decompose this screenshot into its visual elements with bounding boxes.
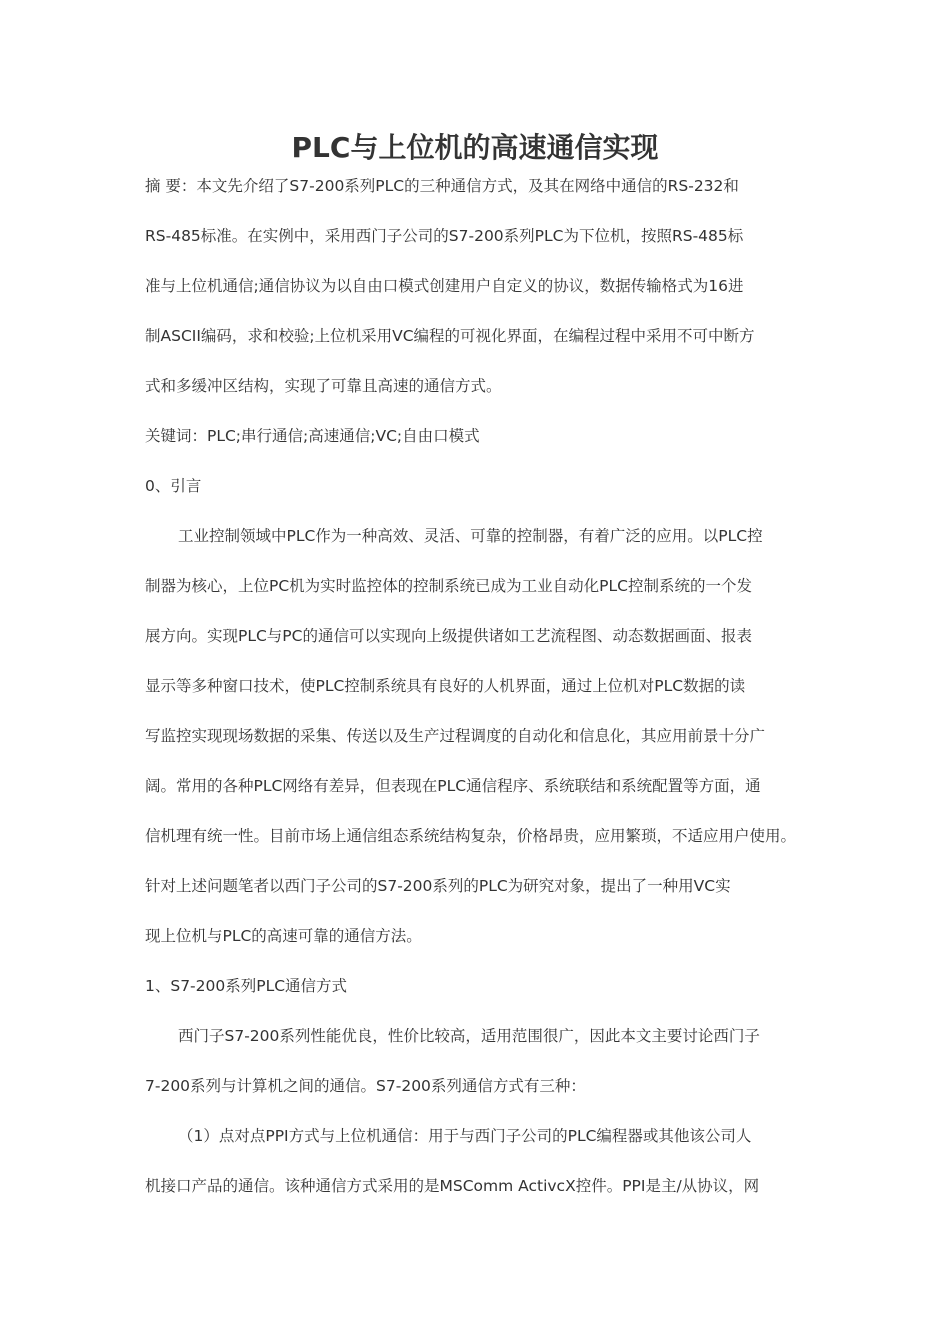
abstract-line-5: 式和多缓冲区结构，实现了可靠且高速的通信方式。 [145,377,502,395]
comm-paragraph-line-1: 西门子S7-200系列性能优良，性价比较高，适用范围很广，因此本文主要讨论西门子 [178,1027,760,1045]
document-title: PLC与上位机的高速通信实现 [291,131,659,164]
intro-paragraph-line-7: 信机理有统一性。目前市场上通信组态系统结构复杂，价格昂贵，应用繁琐，不适应用户使用。 [145,827,797,845]
abstract-line-4: 制ASCII编码，求和校验;上位机采用VC编程的可视化界面，在编程过程中采用不可中断方 [145,327,755,345]
abstract-line-3: 准与上位机通信;通信协议为以自由口模式创建用户自定义的协议，数据传输格式为16进 [145,277,744,295]
abstract-line-2: RS-485标准。在实例中，采用西门子公司的S7-200系列PLC为下位机，按照RS-485标 [145,227,744,245]
keywords-line: 关键词：PLC;串行通信;高速通信;VC;自由口模式 [145,427,480,445]
intro-paragraph-line-3: 展方向。实现PLC与PC的通信可以实现向上级提供诸如工艺流程图、动态数据画面、报表 [145,627,752,645]
intro-paragraph-line-9: 现上位机与PLC的高速可靠的通信方法。 [145,927,422,945]
intro-paragraph-line-4: 显示等多种窗口技术，使PLC控制系统具有良好的人机界面，通过上位机对PLC数据的读 [145,677,746,695]
intro-paragraph-line-5: 写监控实现现场数据的采集、传送以及生产过程调度的自动化和信息化，其应用前景十分广 [145,727,766,745]
ppi-paragraph-line-2: 机接口产品的通信。该种通信方式采用的是MSComm ActivcX控件。PPI是主/从协议，网 [145,1177,760,1195]
section-heading-introduction: 0、引言 [145,477,202,495]
abstract-line-1: 摘 要：本文先介绍了S7-200系列PLC的三种通信方式，及其在网络中通信的RS-232和 [145,177,739,195]
intro-paragraph-line-6: 阔。常用的各种PLC网络有差异，但表现在PLC通信程序、系统联结和系统配置等方面，通 [145,777,761,795]
intro-paragraph-line-2: 制器为核心，上位PC机为实时监控体的控制系统已成为工业自动化PLC控制系统的一个发 [145,577,752,595]
comm-paragraph-line-2: 7-200系列与计算机之间的通信。S7-200系列通信方式有三种： [145,1077,586,1095]
intro-paragraph-line-1: 工业控制领域中PLC作为一种高效、灵活、可靠的控制器，有着广泛的应用。以PLC控 [178,527,763,545]
document-body [145,174,825,1224]
intro-paragraph-line-8: 针对上述问题笔者以西门子公司的S7-200系列的PLC为研究对象，提出了一种用VC实 [145,877,731,895]
section-heading-comm-modes: 1、S7-200系列PLC通信方式 [145,977,348,995]
ppi-paragraph-line-1: （1）点对点PPI方式与上位机通信：用于与西门子公司的PLC编程器或其他该公司人 [178,1127,752,1145]
